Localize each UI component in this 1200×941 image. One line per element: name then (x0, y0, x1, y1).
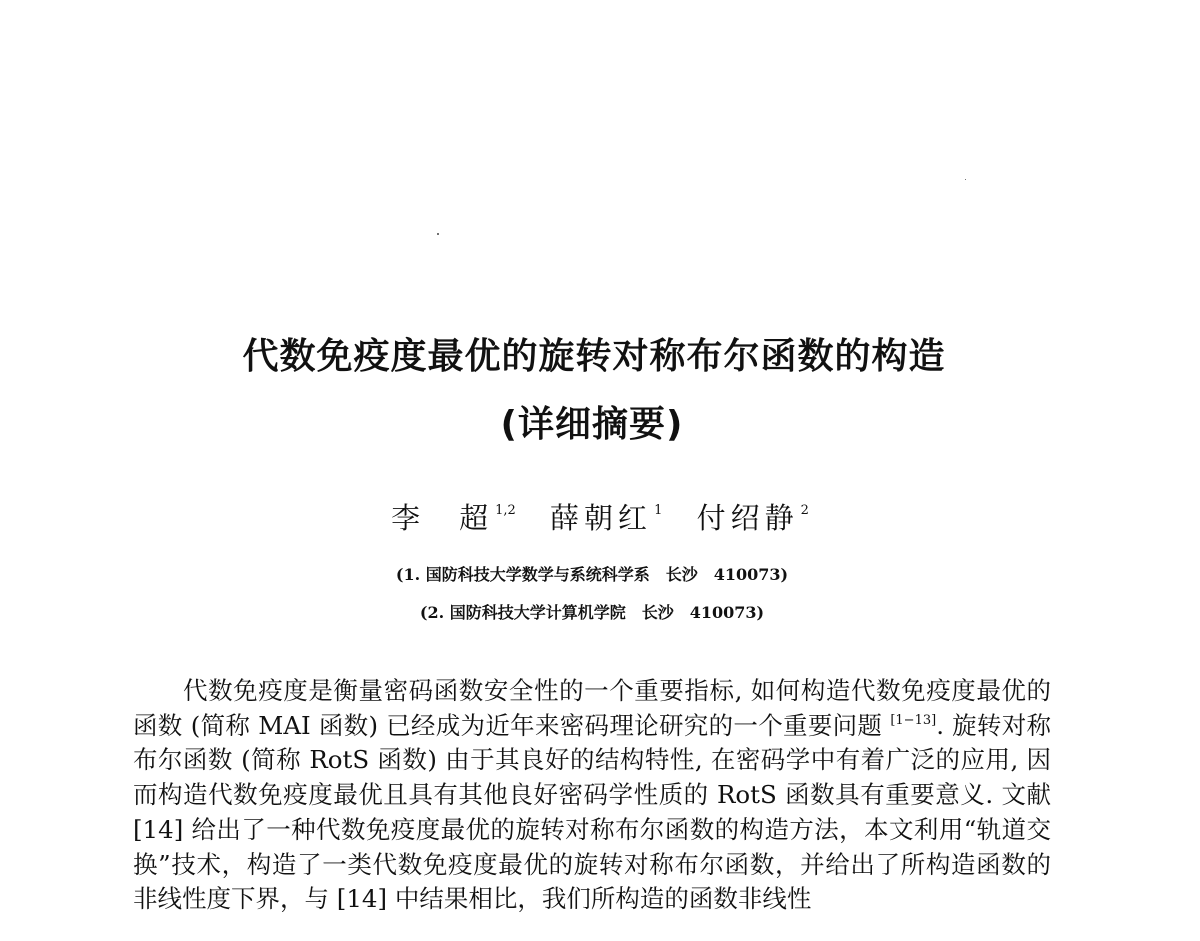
author-name: 李 超 (391, 501, 494, 535)
author-list (0, 496, 1200, 537)
scan-speck (965, 179, 966, 180)
paper-title: 代数免疫度最优的旋转对称布尔函数的构造 (242, 336, 946, 377)
author (391, 501, 516, 535)
abstract-text-continued: . 旋转对称布尔函数 (简称 RotS 函数) 由于其良好的结构特性, 在密码学中有着广泛的应用, 因而构造代数免疫度最优且具有其他良好密码学性质的 RotS 函数具有重要意义. 文献 [14] 给出了一种代数免疫度最优的旋转对称布尔函数的构造方法，本文利用“轨道交换”技术，构造了一类代数免疫度最优的旋转对称布尔函数，并给出了所构造函数的非线性度下界，与 [14] 中结果相比，我们所构造的函数非线性 (133, 710, 1052, 914)
author (550, 501, 662, 535)
affiliation-mark: 1 (654, 503, 663, 518)
citation: [1−13] (890, 712, 937, 728)
paper-subtitle: (详细摘要) (500, 404, 684, 445)
affiliation-mark: 2 (800, 503, 809, 518)
author-name: 付绍静 (696, 501, 799, 535)
affiliation-1: (1. 国防科技大学数学与系统科学系 长沙 410073) (395, 565, 789, 584)
abstract-text: 代数免疫度是衡量密码函数安全性的一个重要指标, 如何构造代数免疫度最优的函数 (简称 MAI 函数) 已经成为近年来密码理论研究的一个重要问题 (133, 676, 1051, 740)
author (697, 501, 809, 535)
affiliation-2: (2. 国防科技大学计算机学院 长沙 410073) (419, 603, 765, 622)
abstract-paragraph (133, 674, 1051, 917)
author-name: 薛朝红 (550, 501, 653, 535)
affiliation-mark: 1,2 (495, 503, 516, 518)
scan-speck (437, 233, 439, 235)
